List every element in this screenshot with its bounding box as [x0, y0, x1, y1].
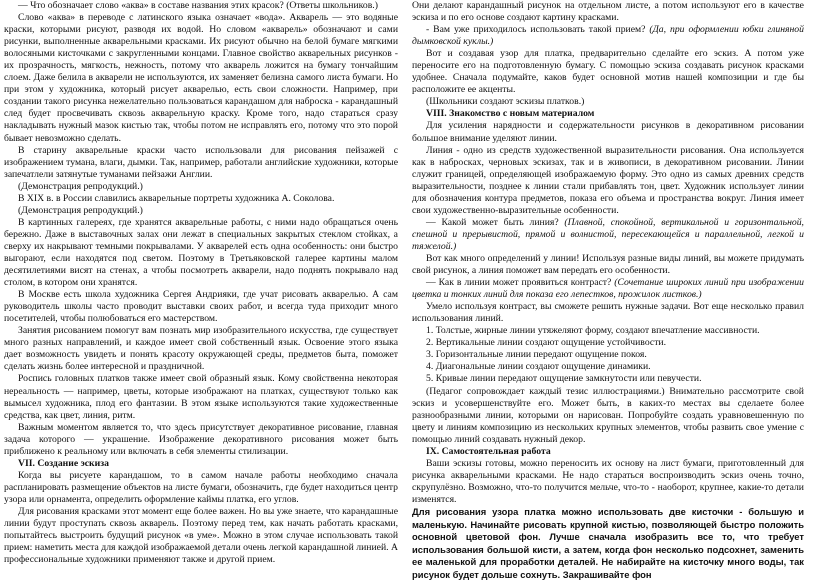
right-paragraph: [412, 386, 804, 446]
right-paragraph: [412, 24, 804, 48]
left-paragraph: [4, 325, 398, 373]
paragraph-text: Ваши эскизы готовы, можно переносить их основу на лист бумаги, приготовленный для рисунка акварельными красками. Не надо стараться воспроизводить эскиз очень точно, скрупулёзно. Возможно, что-то получится мельче, что-то - наоборот, крупнее, какие-то детали изменятся.: [412, 457, 804, 505]
left-paragraph: [4, 289, 398, 325]
paragraph-text: IX. Самостоятельная работа: [426, 445, 551, 457]
left-paragraph: [4, 470, 398, 506]
left-paragraph: [4, 205, 398, 217]
left-paragraph: [4, 458, 398, 470]
paragraph-text: Вот как много определений у линии! Используя разные виды линий, вы можете придумать свой рисунок, а линия поможет вам передать его особенности.: [412, 252, 804, 277]
paragraph-text: В старину акварельные краски часто использовали для рисования пейзажей с изображением тумана, влаги, дымки. Так, например, работали английские художники, которые запечатлели затянутые туманами пейзажи Англии.: [4, 144, 398, 180]
paragraph-text: (Педагог сопровождает каждый тезис иллюстрациями.) Внимательно рассмотрите свой эскиз и усовершенствуйте его. Может быть, в каких-то местах вы сделаете более разнообразными линии, которыми он нарисован. Попробуйте создать уравновешенную по цвету и линиям композицию из нескольких крупных элементов, чтобы развить свое умение с помощью линий создавать нужный декор.: [412, 385, 804, 445]
left-paragraph: [4, 193, 398, 205]
left-paragraph: [4, 181, 398, 193]
paragraph-text: Для рисования узора платка можно использовать две кисточки - большую и маленькую. Начинайте рисовать крупной кистью, позволяющей быстро положить основной цветовой фон. Лучше сначала изобразить все то, что требует использования большой кисти, а затем, когда фон несколько подсохнет, заменить ее маленькой для проработки деталей. Не набирайте на кисточку много воды, так рисунок будет дольше сохнуть. Закрашивайте фон: [412, 505, 804, 580]
right-paragraph: [412, 337, 804, 349]
left-column: [4, 0, 404, 565]
paragraph-text: Когда вы рисуете карандашом, то в самом начале работы необходимо сначала распланировать размещение объектов на листе бумаги, обозначить, где будет находиться центр узора или орнамента, определить оформление каймы платка, его углов.: [4, 469, 398, 505]
paragraph-text: В картинных галереях, где хранятся акварельные работы, с ними надо обращаться очень бережно. Даже в выставочных залах они лежат в специальных закрытых стеклом стойках, а сверху их накрывают темными покрывалами. У акварелей есть одна особенность: они быстро выгорают, если находятся под светом. Поэтому в Третьяковской галерее картины малом десятилетиями висят на стенах, а чтобы посмотреть акварели, надо поднять покрывало над столом, в котором они хранятся.: [4, 216, 398, 289]
paragraph-answer-italic: (Сочетание широких линий при изображении цветка и тонких линий для показа его лепестков, прожилок листков.): [412, 277, 804, 301]
right-paragraph: [412, 48, 804, 96]
right-paragraph: [412, 277, 804, 301]
paragraph-text: 2. Вертикальные линии создают ощущение устойчивости.: [426, 337, 667, 349]
right-paragraph: [412, 349, 804, 361]
paragraph-text: - Вам уже приходилось использовать такой прием?: [426, 24, 650, 36]
paragraph-answer-italic: (Плавной, спокойной, вертикальной и горизонтальной, спешной и прерывистой, прямой и волнистой, пересекающейся и параллельной, легкой и тяжелой.): [412, 216, 804, 252]
left-paragraph: [4, 373, 398, 421]
right-paragraph: [412, 253, 804, 277]
paragraph-text: 1. Толстые, жирные линии утяжеляют форму, создают впечатление массивности.: [426, 325, 760, 337]
paragraph-text: 5. Кривые линии передают ощущение замкнутости или певучести.: [426, 373, 702, 385]
right-paragraph: [412, 506, 804, 582]
left-paragraph: [4, 422, 398, 458]
right-column: [404, 0, 804, 580]
paragraph-text: — Какой может быть линия?: [426, 216, 565, 228]
paragraph-text: Линия - одно из средств художественной выразительности рисования. Она используется как в набросках, черновых эскизах, так и в живописи, в декоративном рисовании. Линии служит границей, определяющей изображаемую форму. Это одно из самых древних средств выразительности, позднее к линии стали прибавлять тон, цвет. Художник использует линии для обозначения контура предметов, показа его объема и пространства вокруг. Линия имеет свои художественно-выразительные особенности.: [412, 144, 804, 216]
paragraph-text: 3. Горизонтальные линии передают ощущение покоя.: [426, 349, 647, 361]
right-paragraph: [412, 373, 804, 385]
right-paragraph: [412, 325, 804, 337]
paragraph-text: Занятия рисованием помогут вам познать мир изобразительного искусства, где существует много разных направлений, и каждое имеет свой собственный язык. Освоение этого языка дает возможность увидеть и понять красоту окружающей среды, предметов быта, поможет сделать жизнь более интересной и праздничной.: [4, 325, 398, 373]
paragraph-text: (Демонстрация репродукций.): [18, 204, 143, 216]
paragraph-text: VII. Создание эскиза: [18, 457, 109, 469]
paragraph-text: Они делают карандашный рисунок на отдельном листе, а потом используют его в качестве эскиза и по его основе создают картину красками.: [412, 0, 804, 24]
paragraph-text: — Что обозначает слово «аква» в составе названия этих красок? (Ответы школьников.): [18, 0, 378, 11]
paragraph-text: Умело используя контраст, вы сможете решить нужные задачи. Вот еще несколько правил использования линий.: [412, 301, 804, 325]
right-paragraph: [412, 108, 804, 120]
paragraph-text: VIII. Знакомство с новым материалом: [426, 108, 595, 120]
left-paragraph: [4, 12, 398, 145]
left-paragraph: [4, 0, 398, 12]
right-paragraph: [412, 458, 804, 506]
paragraph-text: — Как в линии может проявиться контраст?: [426, 277, 615, 289]
paragraph-text: В XIX в. в России славились акварельные портреты художника А. Соколова.: [18, 192, 335, 204]
paragraph-text: Слово «аква» в переводе с латинского языка означает «вода». Акварель — это водяные краски, которыми рисуют, разводя их водой. Но словом «акварель» обозначают и сами рисунки, выполненные акварельными красками. Их рисуют обычно на белой бумаге мягкими волосяными кисточками с закругленными концами. Главное свойство акварельных рисунков - их прозрачность, мягкость, нежность, потому что акварель ложится на бумагу тончайшим слоем. Даже белила в акварели не используются, их заменяет белизна самого листа бумаги. Но при этом у художника, который рисует акварелью, есть свои сложности. Например, при создании такого рисунка нежелательно пользоваться карандашом для наброска - карандашный след будет просвечивать сквозь акварельную краску. Кроме того, надо стараться сразу накладывать нужный мазок кистью так, чтобы потом не исправлять его, потому что это порой бывает невозможно сделать.: [4, 12, 398, 144]
paragraph-text: Вот и создавая узор для платка, предварительно сделайте его эскиз. А потом уже переносите его на подготовленную бумагу. С помощью эскиза создавать рисунок красками удобнее. Сначала подумайте, каков будет основной мотив нашей композиции и где бы расположите ее акценты.: [412, 48, 804, 96]
right-paragraph: [412, 145, 804, 217]
paragraph-text: Роспись головных платков также имеет свой образный язык. Кому свойственна некоторая нереальность — например, цветы, которые изображают на платках, существуют только как вымысел художника, плод его фантазии. В этом языке используются такие художественные средства, как цвет, линия, ритм.: [4, 373, 398, 421]
right-paragraph: [412, 217, 804, 253]
paragraph-text: Для усиления нарядности и содержательности рисунков в декоративном рисовании большое внимание уделяют линии.: [412, 120, 804, 144]
paragraph-text: 4. Диагональные линии создают ощущение динамики.: [426, 361, 651, 373]
paragraph-text: В Москве есть школа художника Сергея Андрияки, где учат рисовать акварелью. А сам руководитель школы часто проводит выставки своих работ, и всегда туда приходит много посетителей, чтобы полюбоваться его мастерством.: [4, 289, 398, 325]
paragraph-answer-italic: (Да, при оформлении юбки глиняной дымковской куклы.): [412, 24, 804, 48]
paragraph-text: (Демонстрация репродукций.): [18, 180, 143, 192]
right-paragraph: [412, 446, 804, 458]
paragraph-text: Важным моментом является то, что здесь присутствует декоративное рисование, главная задача которого — украшение. Изображение декоративного рисования может быть приближено к реальному или включать в себя элементы стилизации.: [4, 421, 398, 457]
right-paragraph: [412, 301, 804, 325]
right-paragraph: [412, 0, 804, 24]
right-paragraph: [412, 96, 804, 108]
left-paragraph: [4, 506, 398, 566]
paragraph-text: (Школьники создают эскизы платков.): [426, 96, 585, 108]
right-paragraph: [412, 361, 804, 373]
paragraph-text: Для рисования красками этот момент еще более важен. Но вы уже знаете, что карандашные линии будут проступать сквозь акварель. Поэтому перед тем, как начать работать красками, попытайтесь выстроить будущий рисунок «в уме». Можно в этом случае использовать такой прием: наметить места для каждой изображаемой детали очень легкой карандашной линией. А профессиональные художники применяют также и другой прием.: [4, 505, 398, 566]
right-paragraph: [412, 120, 804, 144]
left-paragraph: [4, 145, 398, 181]
left-paragraph: [4, 217, 398, 289]
